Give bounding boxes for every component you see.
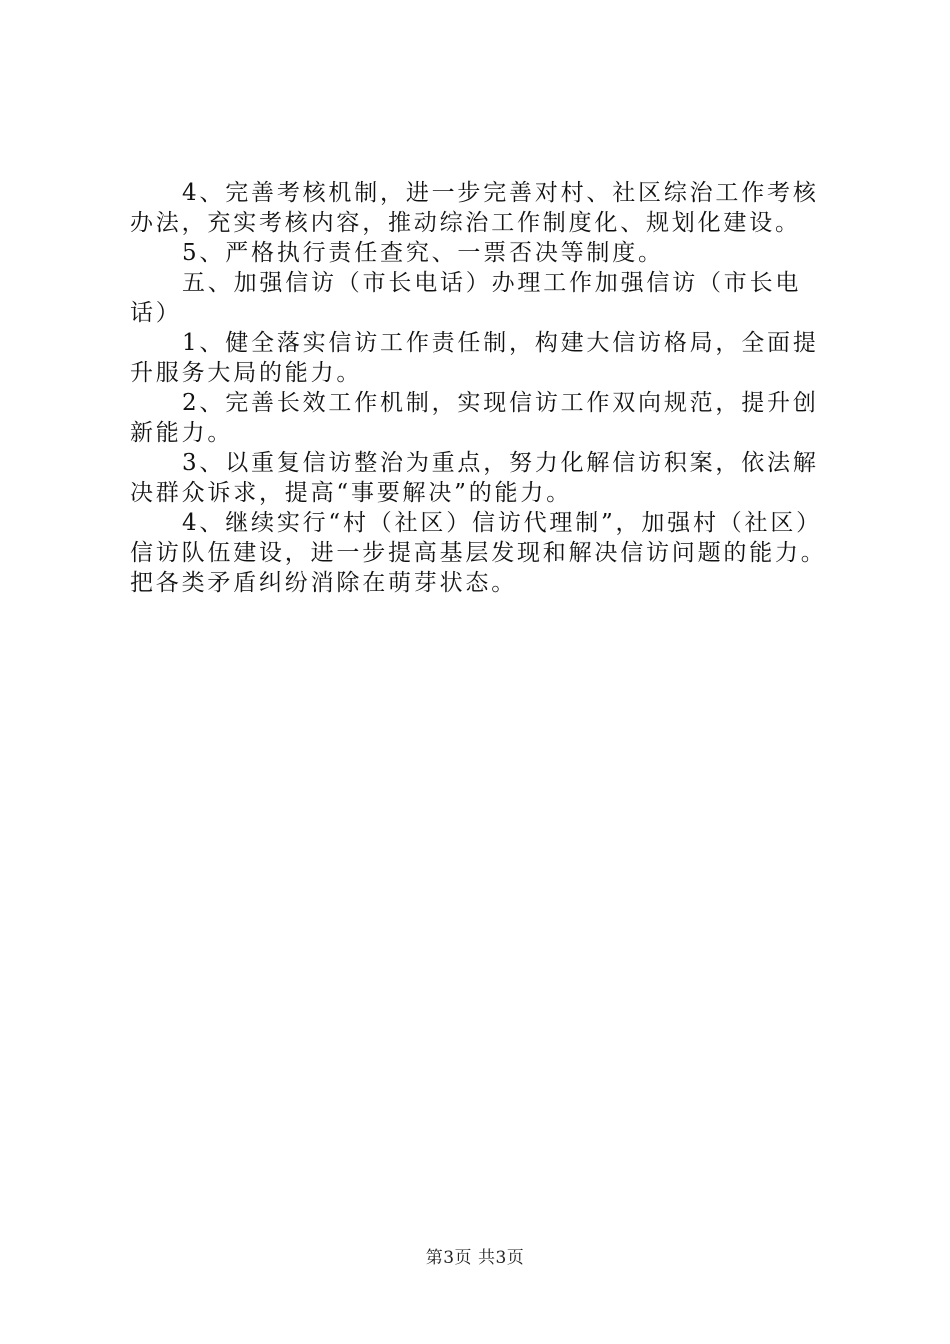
document-body — [130, 178, 830, 598]
paragraph-repeat-petitions: 3、以重复信访整治为重点，努力化解信访积案，依法解决群众诉求，提高“事要解决”的能力。 — [130, 450, 819, 506]
section-heading-petitions: 五、加强信访（市长电话）办理工作加强信访（市长电话） — [130, 270, 802, 326]
page-number-footer: 第3页 共3页 — [425, 1248, 525, 1268]
paragraph-agency-system: 4、继续实行“村（社区）信访代理制”，加强村（社区）信访队伍建设，进一步提高基层发现和解决信访问题的能力。把各类矛盾纠纷消除在萌芽状态。 — [130, 510, 827, 596]
paragraph-assessment-mechanism: 4、完善考核机制，进一步完善对村、社区综治工作考核办法，充实考核内容，推动综治工作制度化、规划化建设。 — [130, 180, 819, 236]
paragraph-long-term-mechanism: 2、完善长效工作机制，实现信访工作双向规范，提升创新能力。 — [130, 390, 819, 446]
paragraph-accountability: 5、严格执行责任查究、一票否决等制度。 — [182, 240, 664, 266]
paragraph-responsibility-system: 1、健全落实信访工作责任制，构建大信访格局，全面提升服务大局的能力。 — [130, 330, 819, 386]
